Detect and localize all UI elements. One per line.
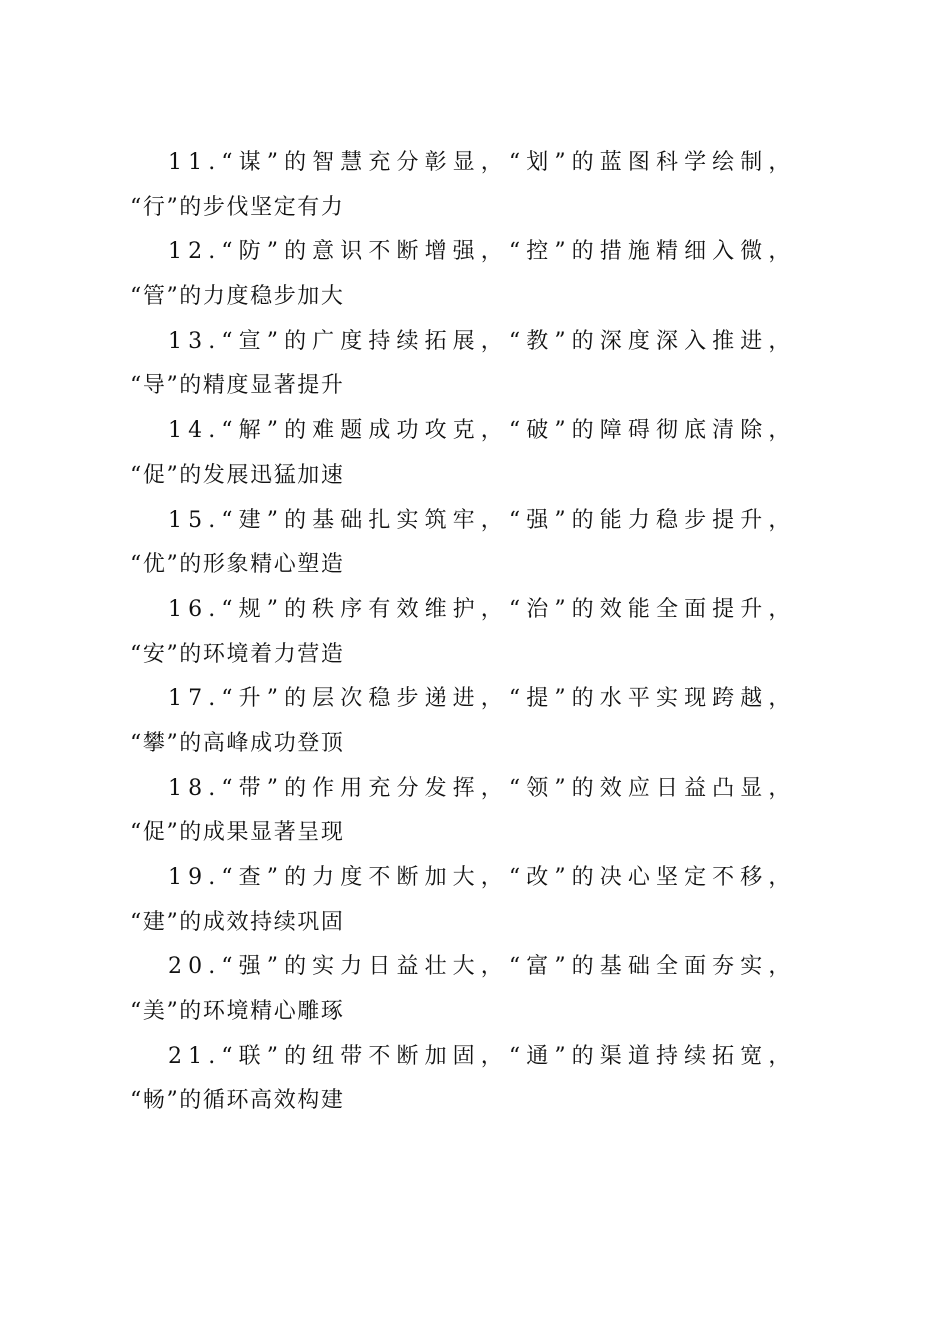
paragraph-21 (130, 1035, 820, 1124)
paragraph-line: 12.“防”的意识不断增强，“控”的措施精细入微， (168, 239, 797, 265)
paragraph-line: “导”的精度显著提升 (130, 373, 345, 399)
paragraph-line: 11.“谋”的智慧充分彰显，“划”的蓝图科学绘制， (168, 150, 797, 175)
paragraph-18 (130, 767, 820, 856)
paragraph-line: “管”的力度稳步加大 (130, 284, 345, 310)
paragraph-17 (130, 677, 820, 766)
paragraph-line: 18.“带”的作用充分发挥，“领”的效应日益凸显， (168, 775, 797, 801)
paragraph-11 (130, 141, 820, 230)
paragraph-line: “安”的环境着力营造 (130, 641, 345, 667)
paragraph-line: 17.“升”的层次稳步递进，“提”的水平实现跨越， (168, 686, 797, 712)
paragraph-line: “优”的形象精心塑造 (130, 552, 345, 578)
paragraph-line: 21.“联”的纽带不断加固，“通”的渠道持续拓宽， (168, 1043, 797, 1069)
paragraph-15 (130, 499, 820, 588)
paragraph-line: 13.“宣”的广度持续拓展，“教”的深度深入推进， (168, 328, 797, 354)
paragraph-line: 15.“建”的基础扎实筑牢，“强”的能力稳步提升， (168, 507, 797, 533)
paragraph-line: 16.“规”的秩序有效维护，“治”的效能全面提升， (168, 596, 797, 622)
paragraph-line: “建”的成效持续巩固 (130, 909, 345, 935)
paragraph-line: “促”的成果显著呈现 (130, 820, 345, 846)
paragraph-line: 19.“查”的力度不断加大，“改”的决心坚定不移， (168, 865, 797, 890)
paragraph-19 (130, 856, 820, 945)
paragraph-line: “促”的发展迅猛加速 (130, 462, 345, 488)
paragraph-line: 14.“解”的难题成功攻克，“破”的障碍彻底清除， (168, 418, 797, 444)
paragraph-line: “美”的环境精心雕琢 (130, 999, 345, 1025)
paragraph-20 (130, 945, 820, 1034)
paragraph-13 (130, 320, 820, 409)
paragraph-line: “行”的步伐坚定有力 (130, 194, 345, 220)
document-body (130, 141, 820, 1124)
paragraph-16 (130, 588, 820, 677)
paragraph-line: “畅”的循环高效构建 (130, 1088, 345, 1114)
paragraph-14 (130, 409, 820, 498)
paragraph-12 (130, 230, 820, 319)
paragraph-line: “攀”的高峰成功登顶 (130, 730, 345, 756)
paragraph-line: 20.“强”的实力日益壮大，“富”的基础全面夯实， (168, 954, 797, 980)
